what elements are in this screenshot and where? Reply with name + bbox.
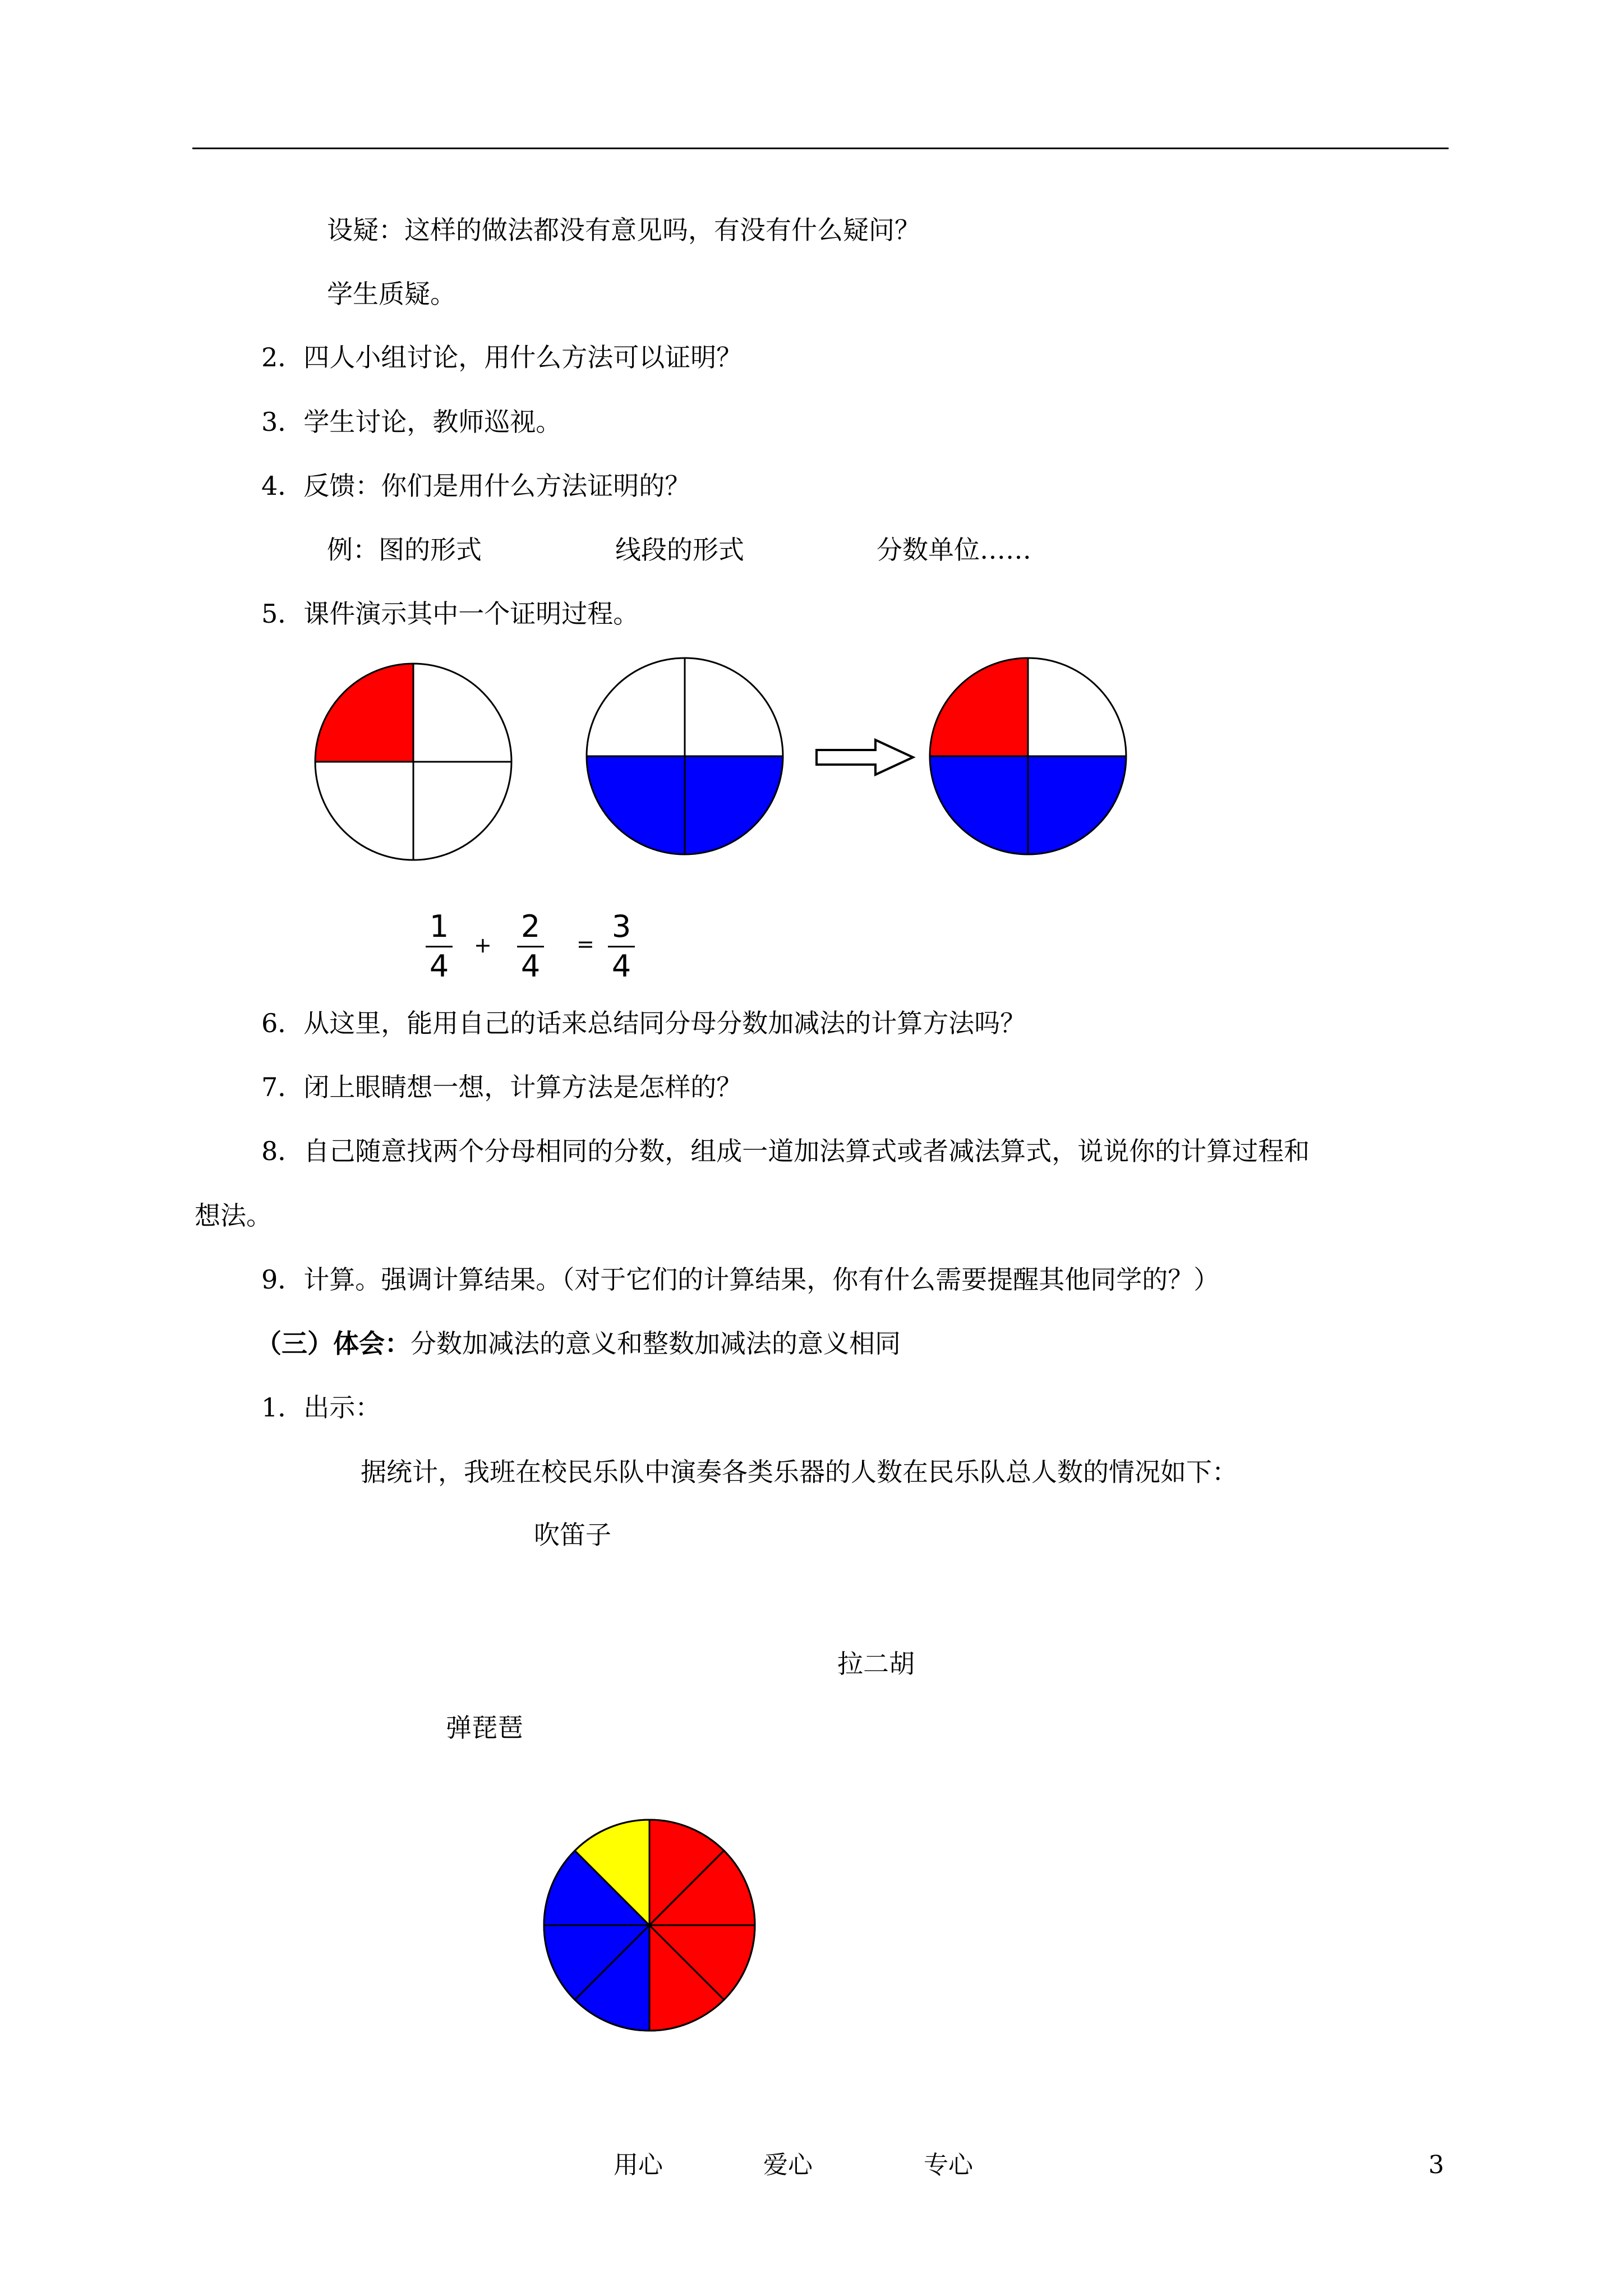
text-line: 8．自己随意找两个分母相同的分数，组成一道加法算式或者减法算式，说说你的计算过程和 — [261, 1136, 1310, 1166]
equals-sign: = — [577, 932, 594, 956]
circle-two-quarters — [584, 655, 786, 857]
text-line: 4．反馈：你们是用什么方法证明的？ — [261, 471, 691, 501]
circle-one-quarter — [312, 661, 514, 863]
text-line: 学生质疑。 — [327, 279, 456, 309]
pie-label-erhu: 拉二胡 — [837, 1649, 915, 1679]
text-line: 9．计算。强调计算结果。（对于它们的计算结果，你有什么需要提醒其他同学的？） — [261, 1264, 1220, 1295]
text-line: 设疑：这样的做法都没有意见吗，有没有什么疑问？ — [327, 215, 920, 245]
text-line: 6．从这里，能用自己的话来总结同分母分数加减法的计算方法吗？ — [261, 1008, 1026, 1038]
fraction — [514, 910, 547, 983]
circle-three-quarters — [927, 655, 1129, 857]
denominator: 4 — [520, 949, 541, 984]
section-line — [256, 1327, 901, 1360]
text-line: 想法。 — [195, 1200, 272, 1231]
denominator: 4 — [611, 949, 631, 984]
text-line: 1．出示： — [261, 1392, 381, 1423]
numerator: 1 — [429, 909, 449, 944]
text-line: 2．四人小组讨论，用什么方法可以证明？ — [261, 342, 743, 372]
fraction — [605, 910, 638, 983]
footer-word: 用心 — [614, 2151, 663, 2179]
example-item: 分数单位…… — [877, 535, 1031, 565]
plus-sign: + — [474, 933, 492, 958]
numerator: 2 — [520, 909, 541, 944]
text-line: 5．课件演示其中一个证明过程。 — [261, 599, 639, 629]
section-heading: （三）体会： — [256, 1328, 411, 1359]
example-item: 线段的形式 — [615, 535, 744, 565]
footer-word: 爱心 — [763, 2151, 813, 2179]
fraction — [422, 910, 456, 983]
section-text: 分数加减法的意义和整数加减法的意义相同 — [411, 1328, 901, 1359]
pie-label-flute: 吹笛子 — [534, 1520, 611, 1550]
footer-word: 专心 — [924, 2151, 973, 2179]
numerator: 3 — [611, 909, 631, 944]
text-line: 据统计，我班在校民乐队中演奏各类乐器的人数在民乐队总人数的情况如下： — [361, 1457, 1238, 1487]
instrument-pie-chart — [540, 1816, 759, 2035]
page-number: 3 — [1428, 2151, 1444, 2179]
pie-label-pipa: 弹琵琶 — [446, 1713, 523, 1743]
header-rule — [192, 148, 1449, 149]
denominator: 4 — [429, 949, 449, 984]
right-arrow-icon — [815, 738, 916, 777]
text-line: 3．学生讨论，教师巡视。 — [261, 407, 562, 437]
example-item: 例：图的形式 — [327, 535, 482, 565]
text-line: 7．闭上眼睛想一想，计算方法是怎样的？ — [261, 1072, 743, 1102]
